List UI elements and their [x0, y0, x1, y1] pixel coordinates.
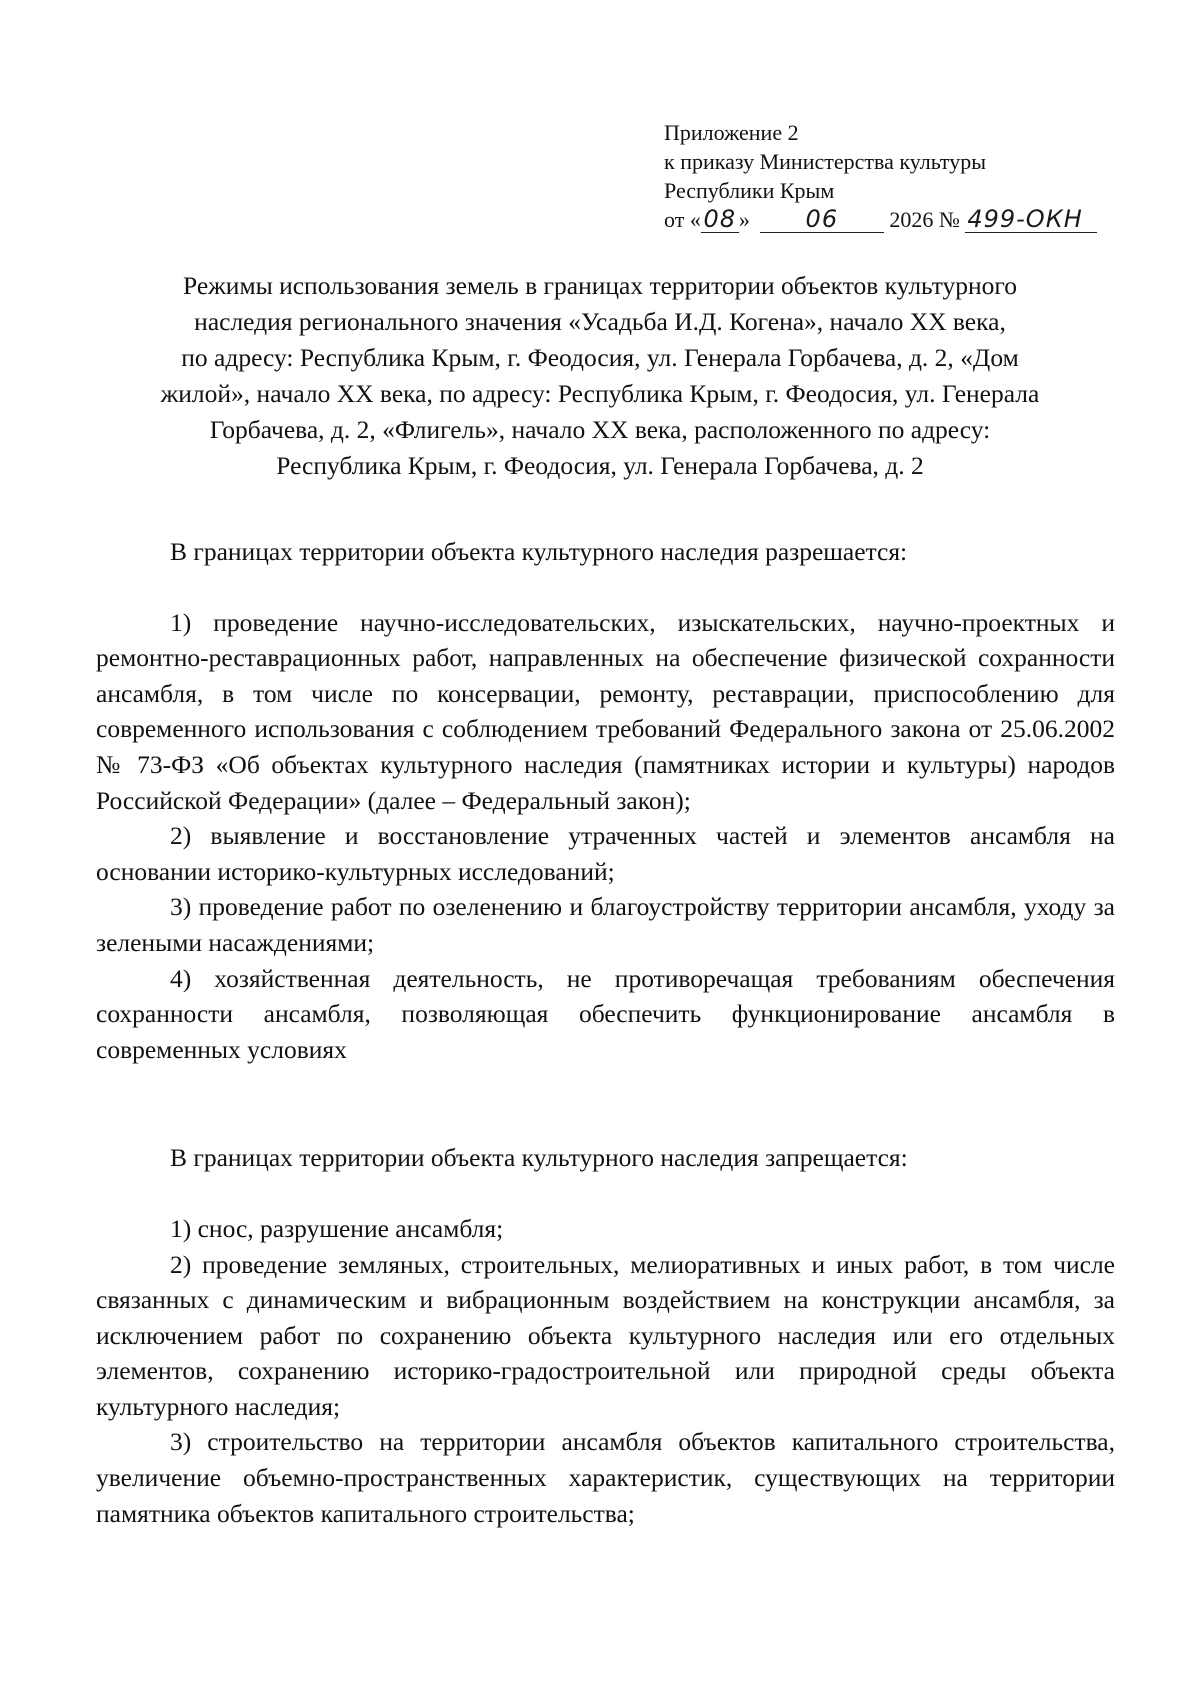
title-line: Режимы использования земель в границах территории объектов культурного [183, 271, 1017, 300]
date-month-field [760, 207, 884, 233]
permitted-heading: В границах территории объекта культурного наследия разрешается: [170, 537, 908, 566]
order-number-handwritten: 499-ОКН [967, 205, 1083, 233]
attachment-label: Приложение 2 [664, 120, 799, 145]
title-line: жилой», начало XX века, по адресу: Республика Крым, г. Феодосия, ул. Генерала [160, 379, 1040, 408]
prohibited-item: 1) снос, разрушение ансамбля; [170, 1213, 504, 1243]
document-title [100, 268, 1100, 484]
prohibited-heading: В границах территории объекта культурного наследия запрещается: [170, 1143, 908, 1173]
date-year: 2026 № [889, 207, 960, 232]
attachment-order-ref: к приказу Министерства культуры [664, 149, 987, 174]
permitted-item: 4) хозяйственная деятельность, не противоречащая требованиям обеспечения сохранности ансамбля, позволяющая обеспечить функционирование ансамбля в современных условиях [96, 963, 1115, 1064]
date-mid: » [738, 207, 750, 232]
prohibited-item: 2) проведение земляных, строительных, мелиоративных и иных работ, в том числе связанных с динамическим и вибрационным воздействием на конструкции ансамбля, за исключением работ по сохранению объекта культурного наследия или его отдельных элементов, сохранению историко-градостроительной или природной среды объекта культурного наследия; [96, 1249, 1115, 1421]
permitted-item: 1) проведение научно-исследовательских, изыскательских, научно-проектных и ремонтно-реставрационных работ, направленных на обеспечение физической сохранности ансамбля, в том числе по консервации, ремонту, реставрации, приспособлению для современного использования с соблюдением требований Федерального закона от 25.06.2002 № 73-ФЗ «Об объектах культурного наследия (памятниках истории и культуры) народов Российской Федерации» (далее – Федеральный закон); [96, 607, 1115, 815]
order-number-field [965, 207, 1097, 233]
date-day-handwritten: 08 [703, 205, 737, 233]
title-line: наследия регионального значения «Усадьба И.Д. Когена», начало XX века, [194, 307, 1006, 336]
prohibited-item: 3) строительство на территории ансамбля объектов капитального строительства, увеличение объемно-пространственных характеристик, существующих на территории памятника объектов капитального строительства; [96, 1427, 1115, 1528]
document-body [96, 534, 1115, 1531]
title-line: Республика Крым, г. Феодосия, ул. Генерала Горбачева, д. 2 [276, 451, 924, 480]
permitted-item: 3) проведение работ по озеленению и благоустройству территории ансамбля, уходу за зелеными насаждениями; [96, 892, 1115, 957]
date-prefix: от « [664, 207, 701, 232]
attachment-header [664, 118, 1144, 234]
title-line: Горбачева, д. 2, «Флигель», начало XX века, расположенного по адресу: [209, 415, 991, 444]
date-month-handwritten: 06 [805, 205, 839, 233]
title-line: по адресу: Республика Крым, г. Феодосия, ул. Генерала Горбачева, д. 2, «Дом [181, 343, 1019, 372]
permitted-item: 2) выявление и восстановление утраченных частей и элементов ансамбля на основании историко-культурных исследований; [96, 821, 1115, 886]
attachment-date-line [664, 205, 1144, 234]
attachment-authority: Республики Крым [664, 178, 835, 203]
date-day-field [701, 207, 739, 233]
